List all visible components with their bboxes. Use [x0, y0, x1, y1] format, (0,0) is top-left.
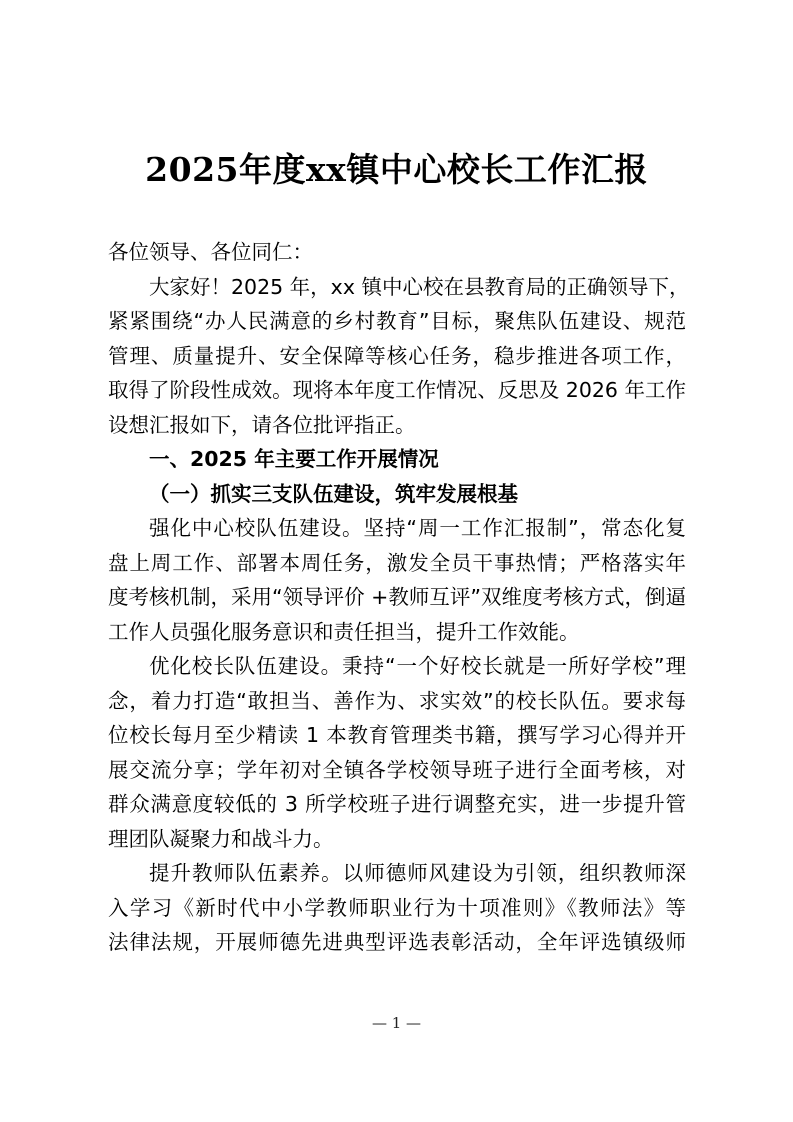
- document-body: [108, 235, 690, 960]
- page-number: — 1 —: [371, 1014, 422, 1032]
- paragraph-line: 管理、质量提升、安全保障等核心任务，稳步推进各项工作，: [108, 343, 686, 368]
- paragraph-line: 理团队凝聚力和战斗力。: [108, 826, 334, 851]
- paragraph-line: 展交流分享；学年初对全镇各学校领导班子进行全面考核，对: [108, 757, 686, 782]
- paragraph-line: 群众满意度较低的 3 所学校班子进行调整充实，进一步提升管: [108, 792, 686, 816]
- paragraph-line: 优化校长队伍建设。秉持“一个好校长就是一所好学校”理: [149, 654, 686, 678]
- paragraph-line: 度考核机制，采用“领导评价 +教师互评”双维度考核方式，倒逼: [108, 585, 686, 609]
- paragraph-line: 大家好！2025 年，xx 镇中心校在县教育局的正确领导下，: [149, 274, 690, 299]
- paragraph-line: 强化中心校队伍建设。坚持“周一工作汇报制”，常态化复: [149, 516, 686, 540]
- section-heading: 一、2025 年主要工作开展情况: [149, 447, 439, 471]
- paragraph-line: 入学习《新时代中小学教师职业行为十项准则》《教师法》等: [108, 895, 686, 920]
- salutation: 各位领导、各位同仁：: [108, 240, 313, 264]
- paragraph-line: 提升教师队伍素养。以师德师风建设为引领，组织教师深: [149, 861, 686, 885]
- paragraph-line: 工作人员强化服务意识和责任担当，提升工作效能。: [108, 619, 580, 644]
- paragraph-line: 位校长每月至少精读 1 本教育管理类书籍，撰写学习心得并开: [108, 723, 686, 747]
- paragraph-line: 取得了阶段性成效。现将本年度工作情况、反思及 2026 年工作: [108, 378, 686, 402]
- paragraph-line: 紧紧围绕“办人民满意的乡村教育”目标，聚焦队伍建设、规范: [108, 309, 686, 333]
- paragraph-line: 设想汇报如下，请各位批评指正。: [108, 412, 416, 437]
- paragraph-line: 盘上周工作、部署本周任务，激发全员干事热情；严格落实年: [108, 550, 686, 575]
- document-title: 2025年度xx镇中心校长工作汇报: [145, 150, 648, 189]
- paragraph-line: 念，着力打造“敢担当、善作为、求实效”的校长队伍。要求每: [108, 688, 686, 713]
- subsection-heading: （一）抓实三支队伍建设，筑牢发展根基: [149, 481, 518, 506]
- paragraph-line: 法律法规，开展师德先进典型评选表彰活动，全年评选镇级师: [108, 930, 686, 954]
